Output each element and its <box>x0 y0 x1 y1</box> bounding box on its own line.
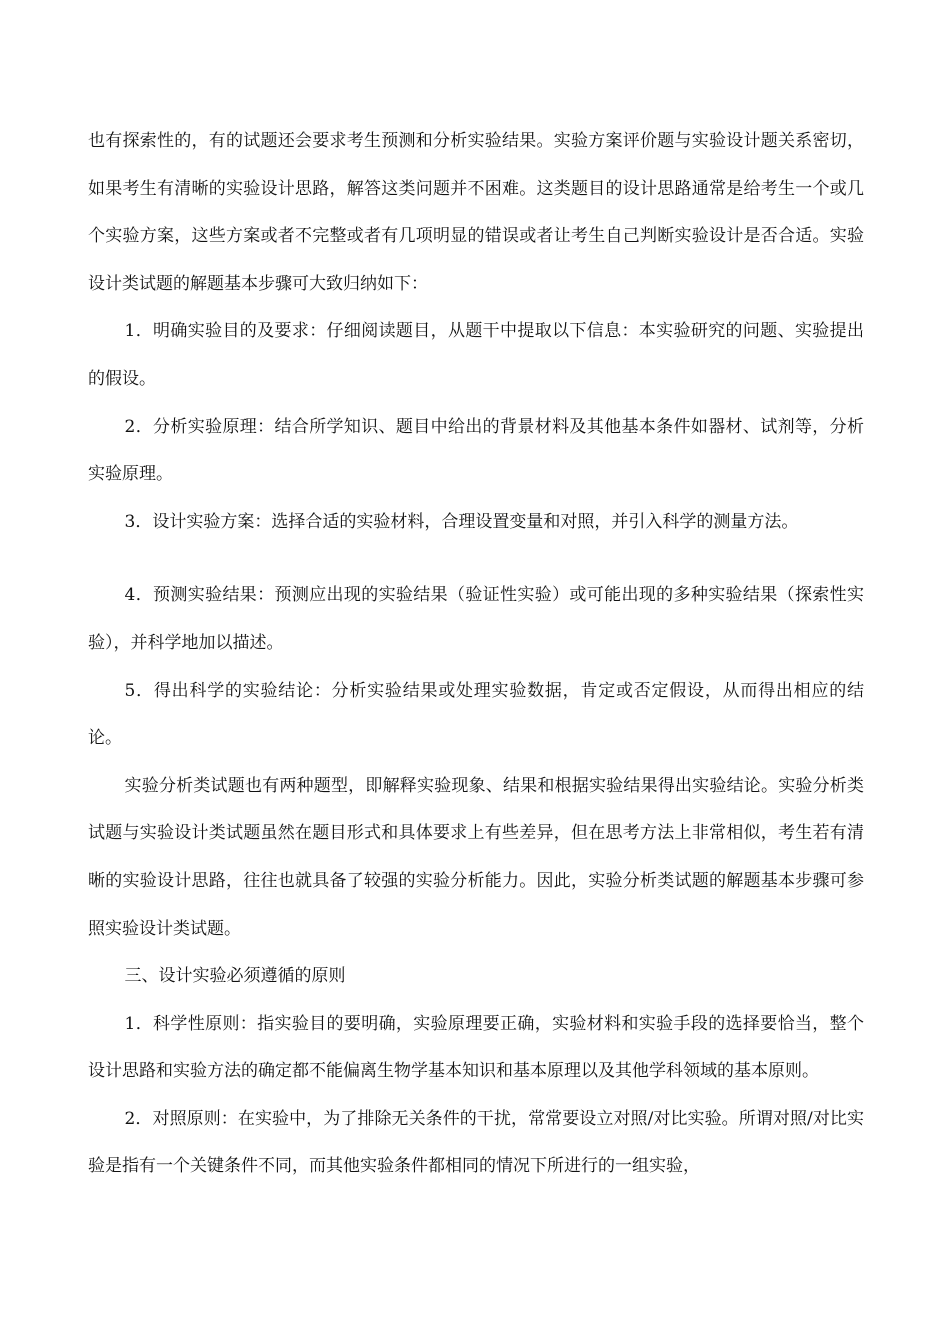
paragraph-analysis: 实验分析类试题也有两种题型，即解释实验现象、结果和根据实验结果得出实验结论。实验分析类试题与实验设计类试题虽然在题目形式和具体要求上有些差异，但在思考方法上非常相似，考生若有清晰的实验设计思路，往往也就具备了较强的实验分析能力。因此，实验分析类试题的解题基本步骤可参照实验设计类试题。 <box>88 775 864 939</box>
paragraph-principle-2: 2．对照原则：在实验中，为了排除无关条件的干扰，常常要设立对照/对比实验。所谓对照/对比实验是指有一个关键条件不同，而其他实验条件都相同的情况下所进行的一组实验， <box>88 1108 864 1177</box>
paragraph-step-2: 2．分析实验原理：结合所学知识、题目中给出的背景材料及其他基本条件如器材、试剂等，分析实验原理。 <box>88 416 864 485</box>
paragraph-step-5: 5．得出科学的实验结论：分析实验结果或处理实验数据，肯定或否定假设，从而得出相应的结论。 <box>88 680 864 749</box>
document-body <box>88 118 864 1191</box>
section-heading-principles: 三、设计实验必须遵循的原则 <box>124 966 346 987</box>
paragraph-intro-continued: 也有探索性的，有的试题还会要求考生预测和分析实验结果。实验方案评价题与实验设计题关系密切，如果考生有清晰的实验设计思路，解答这类问题并不困难。这类题目的设计思路通常是给考生一个或几个实验方案，这些方案或者不完整或者有几项明显的错误或者让考生自己判断实验设计是否合适。实验设计类试题的解题基本步骤可大致归纳如下： <box>88 131 864 294</box>
paragraph-step-4: 4．预测实验结果：预测应出现的实验结果（验证性实验）或可能出现的多种实验结果（探索性实验），并科学地加以描述。 <box>88 585 864 653</box>
paragraph-principle-1: 1．科学性原则：指实验目的要明确，实验原理要正确，实验材料和实验手段的选择要恰当，整个设计思路和实验方法的确定都不能偏离生物学基本知识和基本原理以及其他学科领域的基本原则。 <box>88 1013 864 1082</box>
paragraph-step-1: 1．明确实验目的及要求：仔细阅读题目，从题干中提取以下信息：本实验研究的问题、实验提出的假设。 <box>88 321 864 389</box>
paragraph-step-3: 3．设计实验方案：选择合适的实验材料，合理设置变量和对照，并引入科学的测量方法。 <box>124 511 799 532</box>
